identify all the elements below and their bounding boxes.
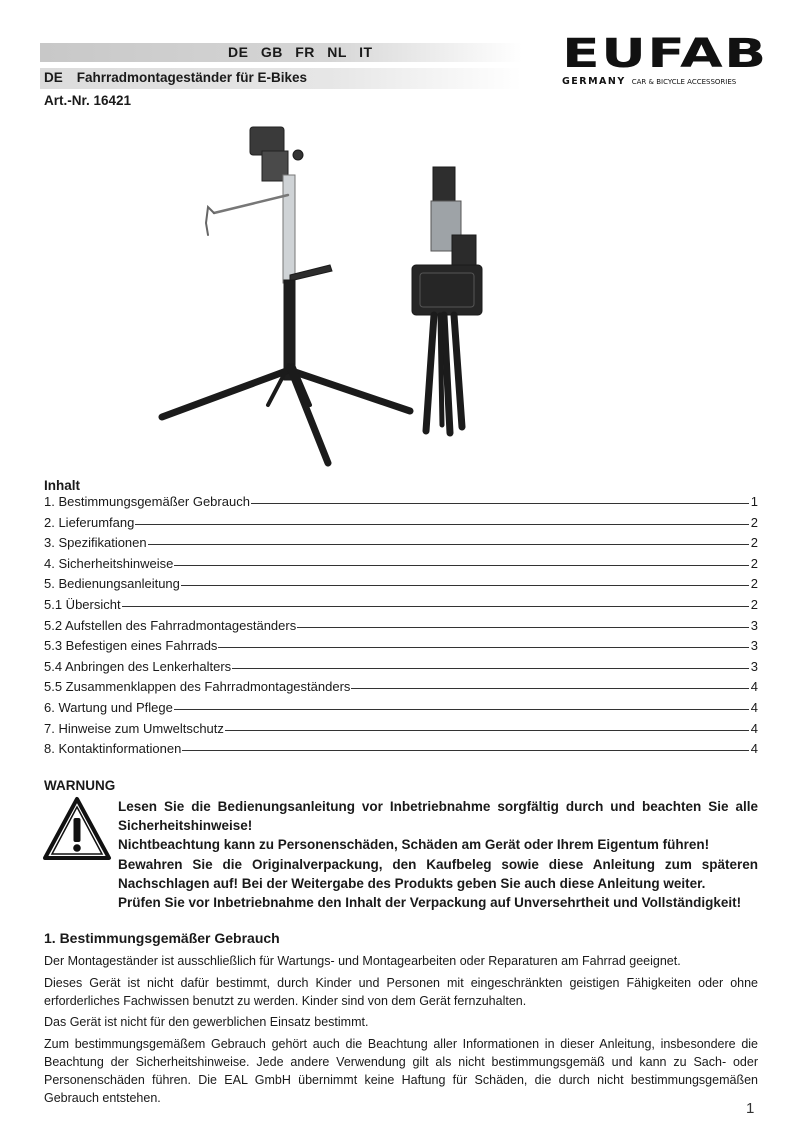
logo-brand: EUFAB — [562, 31, 768, 77]
toc-leader — [135, 524, 749, 525]
toc-label: 5. Bedienungsanleitung — [44, 576, 180, 592]
toc-label: 4. Sicherheitshinweise — [44, 555, 174, 571]
toc-leader — [251, 503, 749, 504]
warning-line: Bewahren Sie die Originalverpackung, den Kaufbeleg sowie diese Anleitung zum späteren Nachschlagen auf! Bei der Weitergabe des Produkts geben Sie auch diese Anleitung weiter. — [118, 856, 758, 891]
toc-page: 1 — [750, 494, 758, 509]
toc-page: 2 — [750, 555, 758, 571]
toc-page: 4 — [750, 679, 758, 695]
toc-page: 3 — [750, 617, 758, 633]
toc-label: 5.1 Übersicht — [44, 596, 121, 612]
paragraph: Das Gerät ist nicht für den gewerblichen Einsatz bestimmt. — [44, 1015, 369, 1030]
toc-leader — [174, 709, 749, 710]
toc-page: 3 — [750, 658, 758, 674]
section-heading: 1. Bestimmungsgemäßer Gebrauch — [44, 930, 280, 946]
toc-item[interactable] — [44, 597, 758, 618]
toc-page: 4 — [750, 741, 758, 757]
title-label: Fahrradmontageständer für E-Bikes — [76, 70, 308, 85]
toc-item[interactable] — [44, 700, 758, 721]
toc-item[interactable] — [44, 618, 758, 639]
toc-leader — [181, 585, 749, 586]
toc-leader — [218, 647, 749, 648]
toc-item[interactable] — [44, 659, 758, 680]
toc-leader — [225, 730, 749, 731]
toc-item[interactable] — [44, 679, 758, 700]
toc-leader — [148, 544, 749, 545]
toc-label: 5.2 Aufstellen des Fahrradmontageständers — [44, 617, 297, 633]
toc-page: 2 — [750, 576, 758, 592]
language-list: DE GB FR NL IT — [228, 44, 373, 60]
toc-heading: Inhalt — [44, 478, 80, 493]
warning-line: Lesen Sie die Bedienungsanleitung vor Inbetriebnahme sorgfältig durch und beachten Sie alle Sicherheitshinweise! — [118, 799, 758, 834]
toc-page: 2 — [750, 514, 758, 530]
toc-leader — [351, 688, 749, 689]
toc-label: 7. Hinweise zum Umweltschutz — [44, 720, 224, 736]
toc-page: 4 — [750, 699, 758, 715]
document-title — [44, 70, 307, 85]
page-number: 1 — [746, 1100, 755, 1117]
toc-item[interactable] — [44, 494, 758, 515]
toc-page: 3 — [750, 638, 758, 654]
product-image — [150, 115, 510, 475]
toc-leader — [122, 606, 749, 607]
logo-subline — [562, 76, 736, 87]
title-lang-code: DE — [44, 70, 63, 85]
logo-tagline: CAR & BICYCLE ACCESSORIES — [631, 78, 737, 86]
toc-label: 5.5 Zusammenklappen des Fahrradmontageständers — [44, 679, 351, 695]
toc-label: 2. Lieferumfang — [44, 514, 135, 530]
toc-item[interactable] — [44, 515, 758, 536]
toc-label: 6. Wartung und Pflege — [44, 699, 173, 715]
warning-triangle-icon — [42, 796, 112, 862]
toc-item[interactable] — [44, 556, 758, 577]
toc-page: 4 — [750, 720, 758, 736]
toc-label: 1. Bestimmungsgemäßer Gebrauch — [44, 494, 250, 509]
paragraph: Der Montageständer ist ausschließlich für Wartungs- und Montagearbeiten oder Reparaturen am Fahrrad geeignet. — [44, 954, 681, 968]
toc-item[interactable] — [44, 535, 758, 556]
article-number: Art.-Nr. 16421 — [44, 93, 132, 108]
paragraph: Zum bestimmungsgemäßem Gebrauch gehört auch die Beachtung aller Informationen in dieser Anleitung, insbesondere die Beachtung der Sicherheitshinweise. Jede andere Verwendung gilt als nicht bestimmungsgemäß und kann zu Sach- oder Personenschäden führen. Die EAL GmbH übernimmt keine Haftung für Schäden, die durch nicht bestimmungsgemäßen Gebrauch entstehen. — [44, 1037, 758, 1105]
toc-page: 2 — [750, 596, 758, 612]
section-body — [44, 953, 758, 1111]
toc-label: 5.4 Anbringen des Lenkerhalters — [44, 658, 232, 674]
warning-line: Nichtbeachtung kann zu Personenschäden, Schäden am Gerät oder Ihrem Eigentum führen! — [118, 837, 710, 853]
toc-item[interactable] — [44, 576, 758, 597]
paragraph: Dieses Gerät ist nicht dafür bestimmt, durch Kinder und Personen mit eingeschränkten geistigen Fähigkeiten oder ohne erforderliches Fachwissen benutzt zu werden. Kinder sind von dem Gerät fernzuhalten. — [44, 975, 758, 1008]
toc-leader — [232, 668, 749, 669]
eufab-logo — [562, 31, 768, 88]
toc-leader — [182, 750, 749, 751]
warning-heading: WARNUNG — [44, 778, 116, 793]
toc-item[interactable] — [44, 741, 758, 762]
toc-label: 5.3 Befestigen eines Fahrrads — [44, 638, 218, 654]
warning-line: Prüfen Sie vor Inbetriebnahme den Inhalt der Verpackung auf Unversehrtheit und Vollständigkeit! — [118, 895, 742, 911]
toc-label: 8. Kontaktinformationen — [44, 741, 182, 757]
toc-page: 2 — [750, 535, 758, 551]
logo-country: GERMANY — [562, 76, 626, 87]
toc-item[interactable] — [44, 721, 758, 742]
toc-leader — [174, 565, 749, 566]
warning-text — [118, 797, 758, 912]
toc-item[interactable] — [44, 638, 758, 659]
toc-label: 3. Spezifikationen — [44, 535, 147, 551]
stand-folded-illustration — [412, 167, 482, 433]
table-of-contents — [44, 494, 758, 762]
stand-assembled-illustration — [162, 127, 410, 463]
toc-leader — [297, 627, 749, 628]
